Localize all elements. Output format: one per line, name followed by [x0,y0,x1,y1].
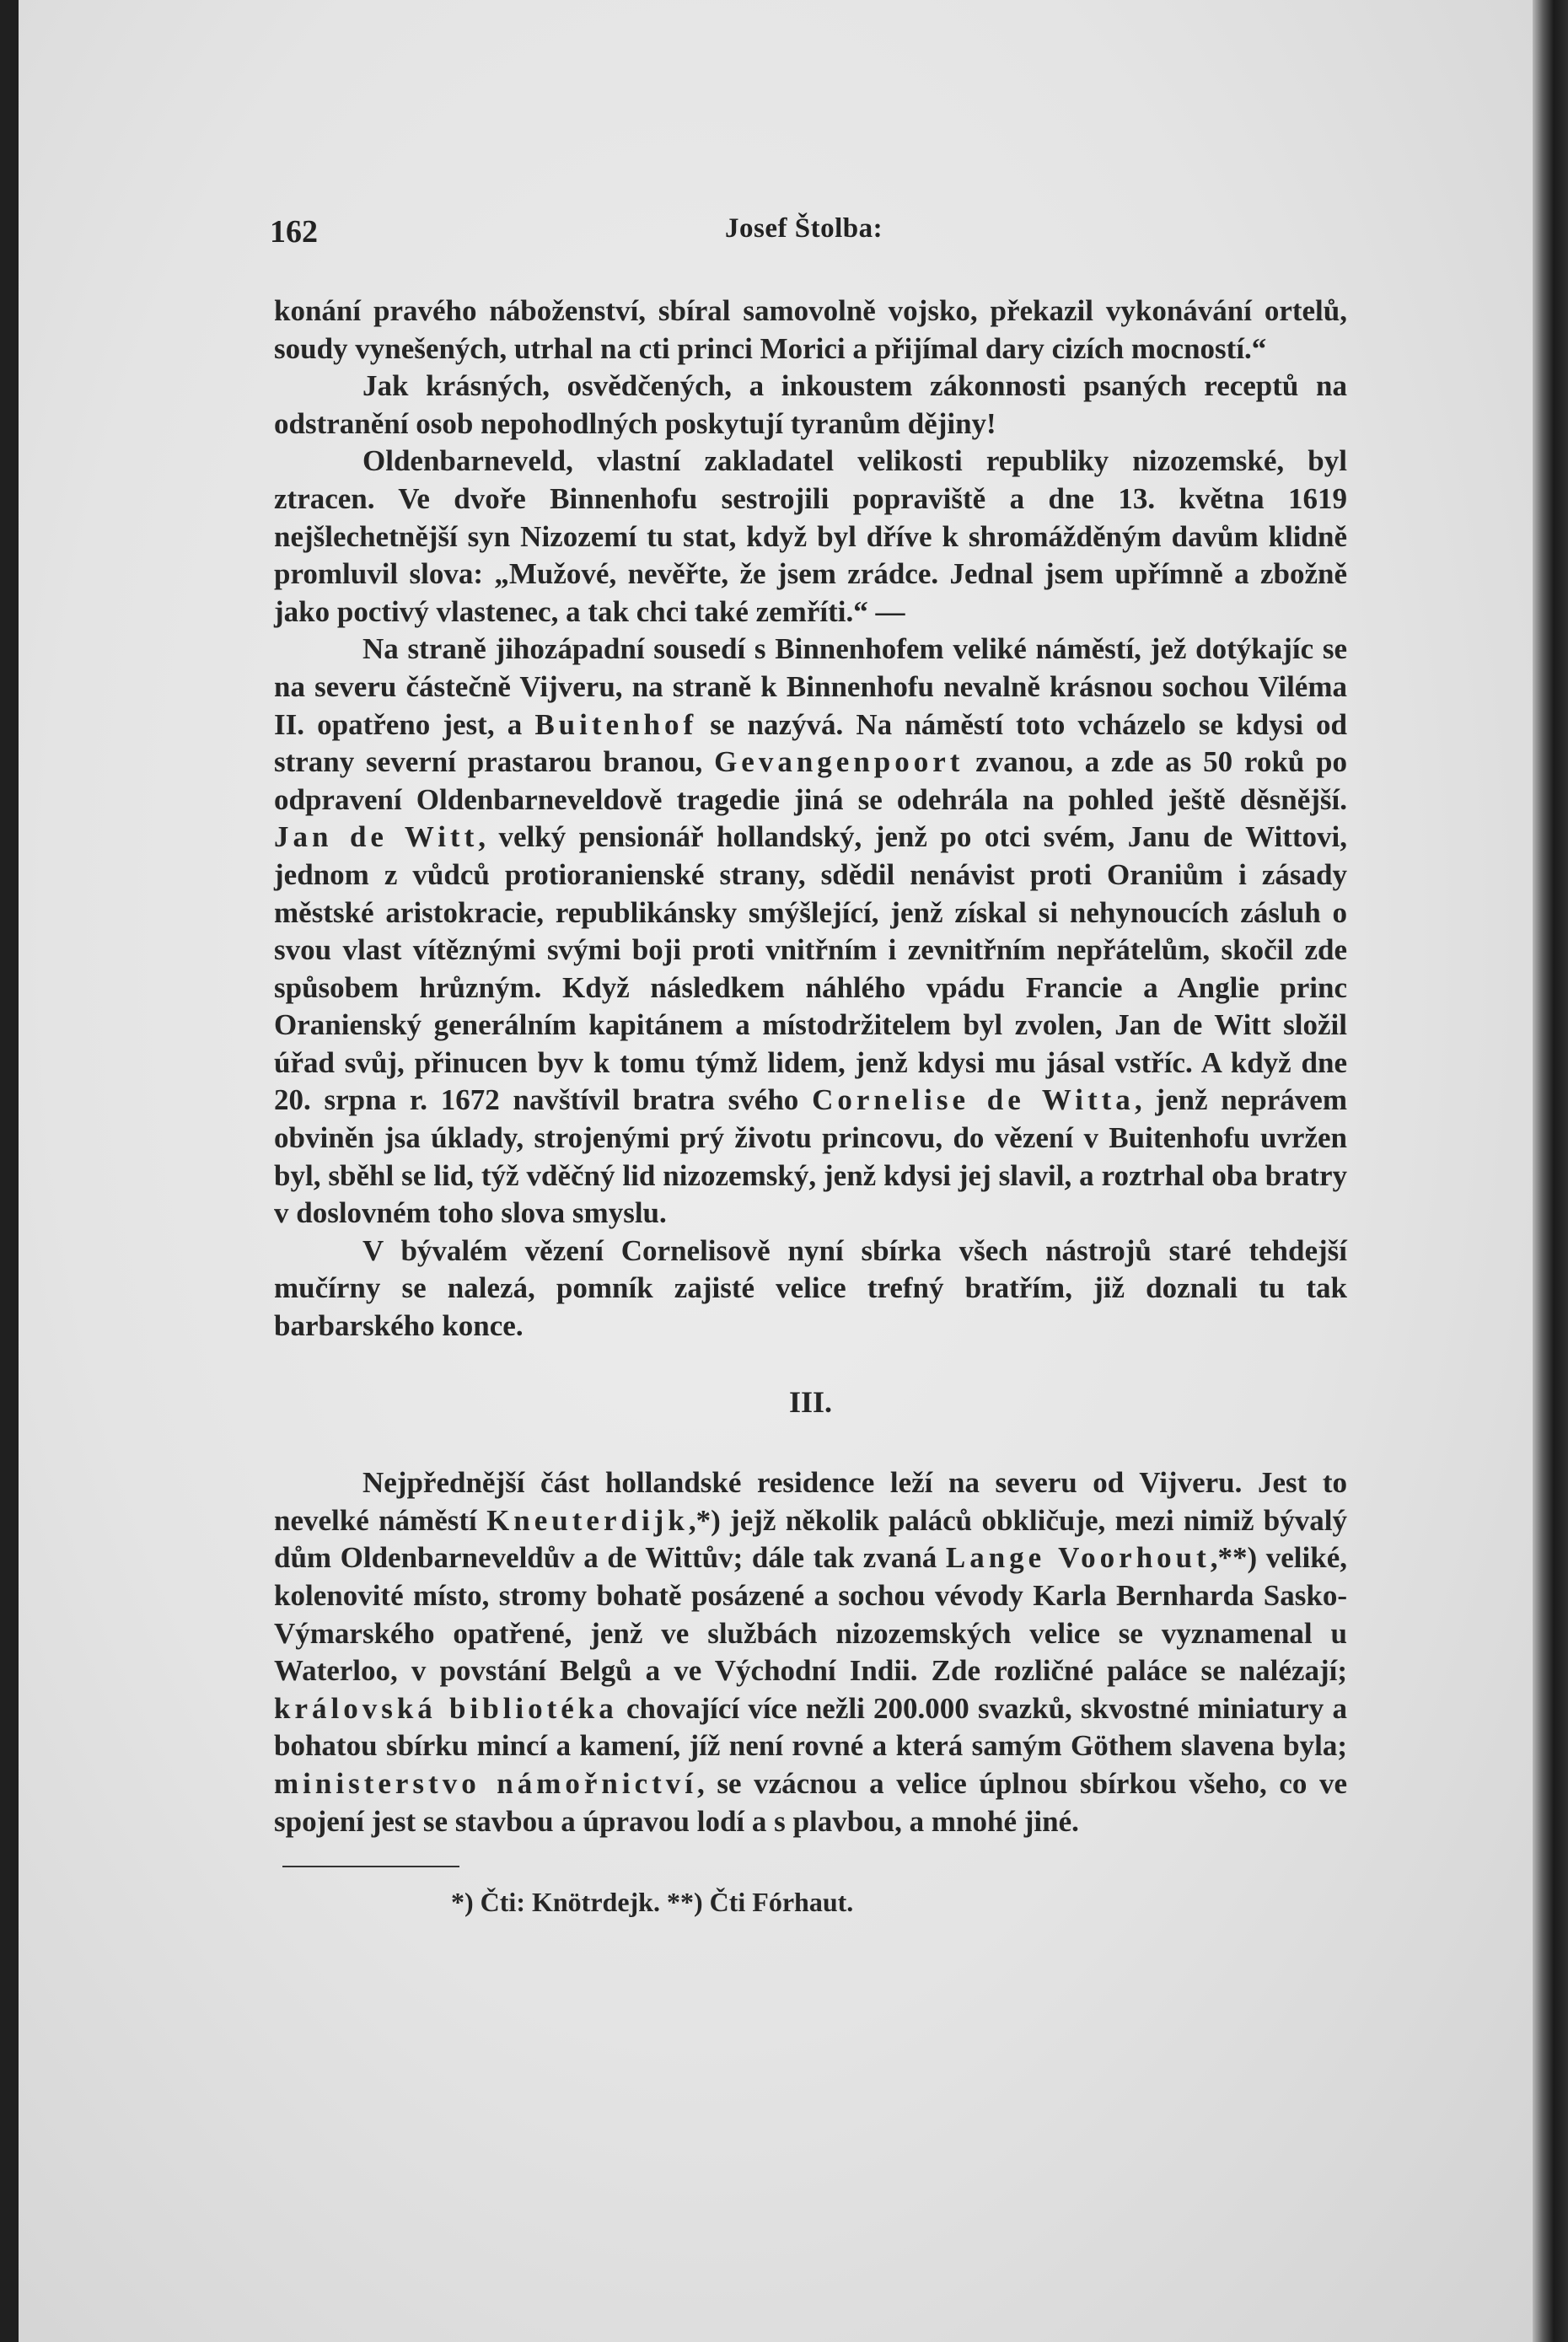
emphasized-name: Gevangenpoort [714,745,964,779]
paragraph [274,631,1347,1233]
text-run: konání pravého náboženství, sbíral samovolně vojsko, překazil vykonávání ortelů, soudy vynešených, utrhal na cti princi Morici a přijímal dary cizích mocností.“ [274,294,1347,365]
text-run: Nejpřednější část hollandské residence leží na severu od Vijveru. Jest to nevelké náměstí [274,1466,1347,1537]
text-run: Oldenbarneveld, vlastní zakladatel velikosti republiky nizozemské, byl ztracen. Ve dvoře Binnenhofu sestrojili popraviště a dne 13. května 1619 nejšlechetnější syn Nizozemí tu stat, když byl dříve k shromážděným davům klidně promluvil slova: „Mužové, nevěřte, že jsem zrádce. Jednal jsem upřímně a zbožně jako poctivý vlastenec, a tak chci také zemříti.“ — [274,444,1347,628]
text-run: , velký pensionář hollandský, jenž po otci svém, Janu de Wittovi, jednom z vůdců protioranienské strany, sdědil nenávist proti Oraniům i zásady městské aristokracie, republikánsky smýšlející, jenž získal si nehynoucích zásluh o svou vlast vítěznými svými boji proti vnitřním i zevnitřním nepřátelům, skočil zde spůsobem hrůzným. Když následkem náhlého vpádu Francie a Anglie princ Oranienský generálním kapitánem a místodržitelem byl zvolen, Jan de Witt složil úřad svůj, přinucen byv k tomu týmž lidem, jenž kdysi mu jásal vstříc. A když dne 20. srpna r. 1672 navštívil bratra svého [274,820,1347,1117]
emphasized-name: královská bibliotéka [274,1691,618,1725]
paragraph [274,443,1347,631]
section-paragraphs-container [274,1464,1347,1840]
running-head: Josef Štolba: [725,213,883,244]
text-run: ,**) veliké, kolenovité místo, stromy bohatě posázené a sochou vévody Karla Bernharda Sasko-Výmarského opatřené, jenž ve službách nizozemských velice se vyznamenal u Waterloo, v povstání Belgů a ve Východní Indii. Zde rozličné paláce se nalézají; [274,1541,1347,1688]
emphasized-name: Cornelise de Witta [812,1083,1135,1117]
emphasized-name: ministerstvo námořnictví [274,1766,698,1800]
text-run: , se vzácnou a velice úplnou sbírkou všeho, co ve spojení jest se stavbou a úpravou lodí a s plavbou, a mnohé jiné. [274,1766,1347,1838]
paragraphs-container [274,293,1347,1346]
footnote: *) Čti: Knötrdejk. **) Čti Fórhaut. [451,1887,854,1918]
text-run: Jak krásných, osvědčených, a inkoustem zákonnosti psaných receptů na odstranění osob nepohodlných poskytují tyranům dějiny! [274,369,1347,440]
book-spine-shadow [1533,0,1568,2342]
text-run: Na straně jihozápadní sousedí s Binnenhofem veliké náměstí, jež dotýkajíc se na severu částečně Vijveru, na straně k Binnenhofu nevalně krásnou sochou Viléma II. opatřeno jest, a [274,632,1347,741]
paragraph [274,293,1347,368]
emphasized-name: Buitenhof [534,707,698,741]
text-run: , jenž neprávem obviněn jsa úklady, strojenými prý životu princovu, do vězení v Buitenhofu uvržen byl, sběhl se lid, týž vděčný lid nizozemský, jenž kdysi jej slavil, a roztrhal oba bratry v doslovném toho slova smyslu. [274,1083,1347,1230]
paragraph [274,368,1347,443]
footnote-rule [282,1866,459,1867]
emphasized-name: Jan de Witt [274,820,479,854]
page-header [270,207,1347,249]
emphasized-name: Lange Voorhout [945,1541,1211,1575]
text-run: V bývalém vězení Cornelisově nyní sbírka všech nástrojů staré tehdejší mučírny se nalezá, pomník zajisté velice trefný bratřím, již doznali tu tak barbarského konce. [274,1233,1347,1343]
page-body [274,293,1347,1920]
emphasized-name: Kneuterdijk [486,1503,689,1537]
paragraph [274,1464,1347,1840]
section-heading: III. [788,1384,833,1419]
paragraph [274,1233,1347,1346]
text-run: ,*) jejž několik paláců obkličuje, mezi nimiž bývalý dům Oldenbarneveldův a de Wittův; dále tak zvaná [274,1503,1347,1575]
text-run: zvanou, a zde as 50 roků po odpravení Oldenbarneveldově tragedie jiná se odehrála na pohled ještě děsnější. [274,745,1347,816]
page-number: 162 [270,214,318,250]
text-run: se nazývá. Na náměstí toto vcházelo se kdysi od strany severní prastarou branou, [274,707,1347,779]
text-run: chovající více nežli 200.000 svazků, skvostné miniatury a bohatou sbírku mincí a kamení, jíž není rovné a která samým Göthem slavena byla; [274,1691,1347,1763]
